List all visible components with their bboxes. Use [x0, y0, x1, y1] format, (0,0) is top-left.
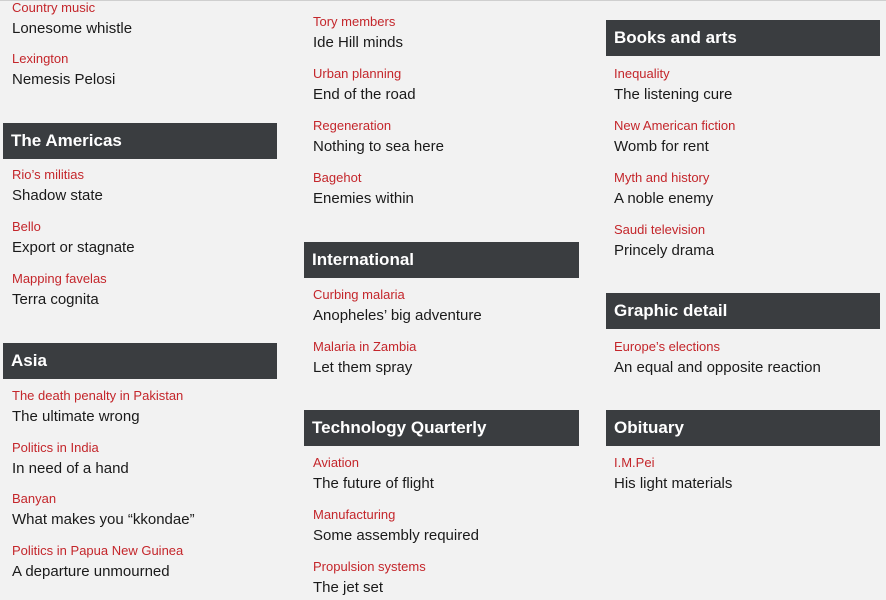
article-headline-link[interactable]: Terra cognita — [12, 291, 99, 308]
article-headline-link[interactable]: Lonesome whistle — [12, 20, 133, 37]
article-kicker-link[interactable]: Mapping favelas — [12, 271, 107, 286]
article-kicker-link[interactable]: Myth and history — [614, 170, 710, 185]
article-kicker-link[interactable]: Saudi television — [614, 222, 706, 237]
section-header-obituary: Obituary — [606, 410, 880, 446]
article-kicker-link[interactable]: Rio’s militias — [12, 167, 84, 182]
article-headline-link[interactable]: A departure unmourned — [12, 563, 170, 580]
article-kicker-link[interactable]: Regeneration — [313, 118, 392, 133]
article-kicker-link[interactable]: Inequality — [614, 66, 670, 81]
article-headline-link[interactable]: The ultimate wrong — [12, 408, 140, 425]
article-kicker-link[interactable]: Europe’s elections — [614, 339, 720, 354]
article-headline-link[interactable]: End of the road — [313, 86, 416, 103]
top-divider — [0, 0, 886, 1]
article-headline-link[interactable]: Ide Hill minds — [313, 34, 404, 51]
article-headline-link[interactable]: Womb for rent — [614, 138, 709, 155]
section-header-asia: Asia — [3, 343, 277, 379]
article-kicker-link[interactable]: Banyan — [12, 491, 57, 506]
article-kicker-link[interactable]: I.M.Pei — [614, 455, 655, 470]
article-headline-link[interactable]: Nemesis Pelosi — [12, 71, 116, 88]
article-headline-link[interactable]: Princely drama — [614, 242, 715, 259]
article-headline-link[interactable]: Nothing to sea here — [313, 138, 444, 155]
article-headline-link[interactable]: Enemies within — [313, 190, 414, 207]
article-kicker-link[interactable]: New American fiction — [614, 118, 736, 133]
article-headline-link[interactable]: Some assembly required — [313, 527, 479, 544]
article-headline-link[interactable]: In need of a hand — [12, 460, 129, 477]
article-headline-link[interactable]: The future of flight — [313, 475, 434, 492]
section-header-books-and-arts: Books and arts — [606, 20, 880, 56]
article-kicker-link[interactable]: Country music — [12, 0, 96, 15]
article-kicker-link[interactable]: Bagehot — [313, 170, 362, 185]
article-kicker-link[interactable]: Aviation — [313, 455, 360, 470]
section-header-technology-quarterly: Technology Quarterly — [304, 410, 579, 446]
article-headline-link[interactable]: What makes you “kkondae” — [12, 511, 195, 528]
section-header-international: International — [304, 242, 579, 278]
article-headline-link[interactable]: An equal and opposite reaction — [614, 359, 821, 376]
article-kicker-link[interactable]: Tory members — [313, 14, 396, 29]
article-kicker-link[interactable]: Manufacturing — [313, 507, 396, 522]
article-kicker-link[interactable]: Politics in Papua New Guinea — [12, 543, 184, 558]
article-kicker-link[interactable]: Propulsion systems — [313, 559, 426, 574]
article-kicker-link[interactable]: Urban planning — [313, 66, 402, 81]
section-header-the-americas: The Americas — [3, 123, 277, 159]
article-headline-link[interactable]: Export or stagnate — [12, 239, 135, 256]
article-headline-link[interactable]: Anopheles’ big adventure — [313, 307, 482, 324]
section-header-graphic-detail: Graphic detail — [606, 293, 880, 329]
article-headline-link[interactable]: Let them spray — [313, 359, 413, 376]
article-kicker-link[interactable]: The death penalty in Pakistan — [12, 388, 184, 403]
article-headline-link[interactable]: Shadow state — [12, 187, 103, 204]
article-kicker-link[interactable]: Lexington — [12, 51, 69, 66]
article-headline-link[interactable]: The listening cure — [614, 86, 733, 103]
article-headline-link[interactable]: His light materials — [614, 475, 733, 492]
article-kicker-link[interactable]: Malaria in Zambia — [313, 339, 417, 354]
article-kicker-link[interactable]: Politics in India — [12, 440, 99, 455]
article-headline-link[interactable]: A noble enemy — [614, 190, 714, 207]
article-kicker-link[interactable]: Bello — [12, 219, 41, 234]
article-kicker-link[interactable]: Curbing malaria — [313, 287, 405, 302]
article-headline-link[interactable]: The jet set — [313, 579, 384, 596]
